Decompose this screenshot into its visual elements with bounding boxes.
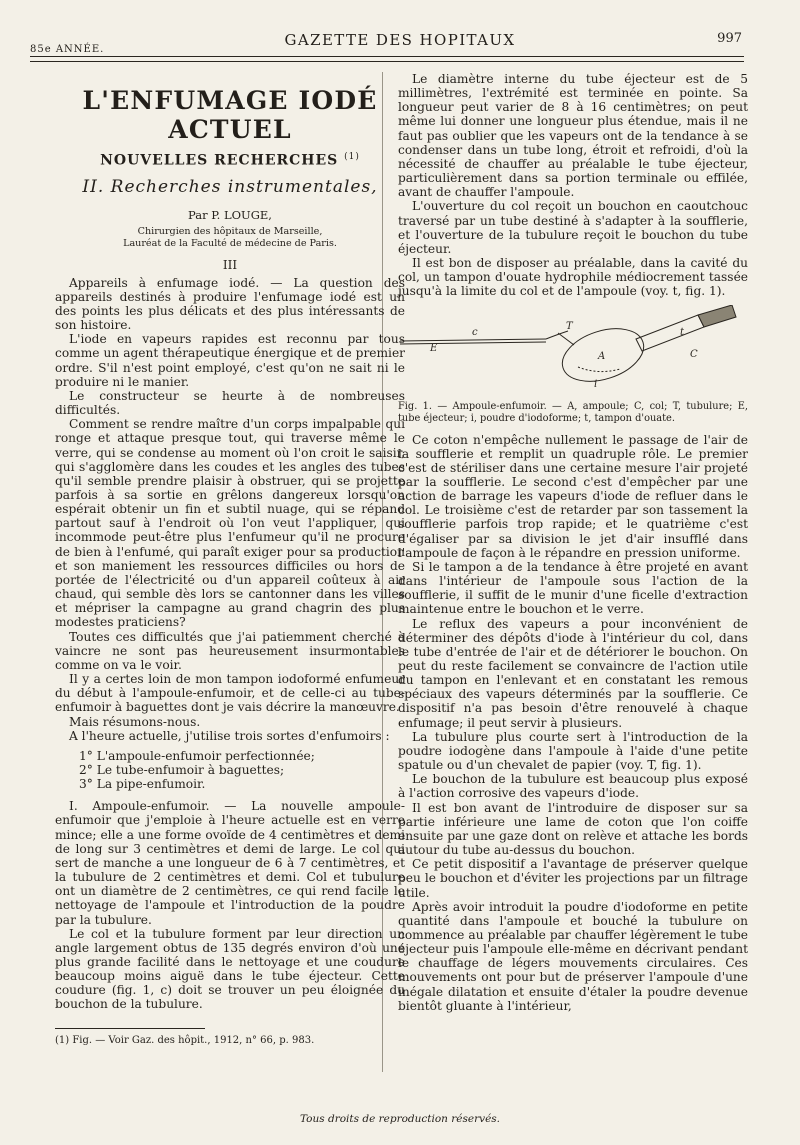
fig-label-C: C: [690, 348, 698, 360]
page-header: [0, 0, 800, 66]
article-title: L'ENFUMAGE IODÉ ACTUEL: [82, 86, 378, 144]
affiliation-line-2: Lauréat de la Faculté de médecine de Paris.: [123, 237, 337, 249]
iodoform-powder: [578, 367, 620, 372]
paragraph: La tubulure plus courte sert à l'introduction de la poudre iodogène dans l'ampoule à l'aide d'une petite spatule ou d'un chevalet de papier (voy. T, fig. 1).: [398, 729, 748, 773]
author-name: Par P. LOUGE,: [188, 207, 272, 222]
paragraph: Mais résumons-nous.: [69, 714, 201, 729]
ejector-tube-line-top: [400, 339, 546, 341]
paragraph: Comment se rendre maître d'un corps impalpable qui ronge et attaque presque tout, qui traverse même le verre, qui se condense au moment où l'on croit le saisir, qui s'agglomère dans les coudes et les angles des tubes qu'il semble prendre plaisir à obstruer, qui se projette parfois à sa sortie en grêlons dangereux lorsqu'on espérait obtenir un fin et subtil nuage, qui se répand partout sauf à l'endroit où l'on veut l'appliquer, qui incommode peut-être plus l'enfumeur qu'il ne procure de bien à l'enfumé, qui paraît exiger pour sa production et son maniement les ressources difficiles ou hors de portée de l'électricité ou d'un appareil coûteux à air chaud, qui semble dès lors se cantonner dans les villes et mépriser la campagne au grand chagrin des plus modestes praticiens?: [55, 417, 405, 630]
fig-label-E: E: [430, 342, 438, 354]
subtitle-text: NOUVELLES RECHERCHES: [100, 152, 339, 169]
fig-label-t: t: [680, 326, 685, 338]
paragraph: Il est bon avant de l'introduire de disposer sur sa partie inférieure une lame de coton que l'on coiffe ensuite par une gaze dont on relève et attache les bords autour du tube au-dessus du bouchon.: [398, 800, 748, 858]
section-heading: II. Recherches instrumentales,: [82, 176, 378, 197]
paragraph: Le reflux des vapeurs a pour inconvénient de déterminer des dépôts d'iode à l'intérieur du col, dans le tube d'entrée de l'air et de détériorer le bouchon. On peut du reste facilement se convaincre de l'action utile du tampon en l'enlevant et en constatant les remous spéciaux des vapeurs déterminés par la soufflerie. Ce dispositif n'a pas besoin d'être renouvelé à chaque enfumage; il peut servir à plusieurs.: [398, 616, 748, 730]
tubulure: [558, 333, 574, 345]
right-column: [398, 72, 748, 1013]
fig-label-i: i: [594, 378, 598, 390]
paragraph: Ce coton n'empêche nullement le passage de l'air de la soufflerie et remplit un quadruple rôle. Le premier c'est de stériliser dans une certaine mesure l'air projeté par la soufflerie. Le second c'est d'empêcher par une action de barrage les vapeurs d'iode de refluer dans le col. Le troisième c'est de retarder par son tassement la soufflerie parfois trop rapide; et le quatrième c'est d'égaliser par sa division le jet d'air insufflé dans l'ampoule de façon à le répandre en pression uniforme.: [398, 432, 748, 560]
paragraph: Le constructeur se heurte à de nombreuses difficultés.: [55, 388, 405, 418]
list-item: 2° Le tube-enfumoir à baguettes;: [79, 762, 285, 777]
article-subtitle: [55, 152, 405, 169]
fig-label-T: T: [566, 320, 573, 332]
ampoule-illustration: [398, 305, 748, 397]
paragraph: Il est bon de disposer au préalable, dans la cavité du col, un tampon d'ouate hydrophile médiocrement tassée jusqu'à la limite du col et de l'ampoule (voy. t, fig. 1).: [398, 256, 748, 299]
figure-ampoule-enfumoir: [398, 305, 748, 397]
neck-stopper: [698, 305, 736, 327]
author-affiliation: [55, 226, 405, 250]
paragraph: I. Ampoule-enfumoir. — La nouvelle ampoule-enfumoir que j'emploie à l'heure actuelle est en verre mince; elle a une forme ovoïde de 4 centimètres et demi de long sur 3 centimètres et demi de large. Le col qui sert de manche a une longueur de 6 à 7 centimètres, et la tubulure de 2 centimètres et demi. Col et tubulure ont un diamètre de 2 centimètres, ce qui rend facile le nettoyage de l'ampoule et l'introduction de la poudre par la tubulure.: [55, 799, 405, 927]
paragraph: A l'heure actuelle, j'utilise trois sortes d'enfumoirs :: [69, 728, 390, 743]
paragraph: Ce petit dispositif a l'avantage de préserver quelque peu le bouchon et d'éviter les projections par un filtrage utile.: [398, 857, 748, 900]
paragraph: Appareils à enfumage iodé. — La question des appareils destinés à produire l'enfumage iodé est un des points les plus délicats et des plus intéressants de son histoire.: [55, 275, 405, 333]
paragraph: Il y a certes loin de mon tampon iodoformé enfumeur du début à l'ampoule-enfumoir, et de celle-ci au tube-enfumoir à baguettes dont je vais décrire la manœuvre.: [55, 672, 405, 715]
figure-caption: Fig. 1. — Ampoule-enfumoir. — A, ampoule; C, col; T, tubulure; E, tube éjecteur; i, poudre d'iodoforme; t, tampon d'ouate.: [398, 400, 748, 424]
paragraph: Le col et la tubulure forment par leur direction un angle largement obtus de 135 degrés environ d'où une plus grande facilité dans le nettoyage et une coudure beaucoup moins aiguë dans le tube éjecteur. Cette coudure (fig. 1, c) doit se trouver un peu éloignée du bouchon de la tubulure.: [55, 926, 405, 1012]
ejector-tube-line-bottom: [400, 342, 546, 344]
paragraph: Le bouchon de la tubulure est beaucoup plus exposé à l'action corrosive des vapeurs d'iode.: [398, 772, 748, 801]
fig-label-A: A: [598, 350, 606, 362]
paragraph: L'ouverture du col reçoit un bouchon en caoutchouc traversé par un tube destiné à s'adapter à la soufflerie, et l'ouverture de la tubulure reçoit le bouchon du tube éjecteur.: [398, 199, 748, 256]
paragraph: Le diamètre interne du tube éjecteur est de 5 millimètres, l'extrémité est terminée en pointe. Sa longueur peut varier de 8 à 16 centimètres; on peut même lui donner une longueur plus étendue, mais il ne faut pas oublier que les vapeurs ont de la tendance à se condenser dans un tube long, étroit et refroidi, d'où la nécessité de chauffer au préalable le tube éjecteur, particulièrement dans sa portion terminale ou effilée, avant de chauffer l'ampoule.: [398, 72, 748, 200]
list-item: 3° La pipe-enfumoir.: [79, 777, 206, 792]
page-number: 997: [717, 31, 742, 46]
left-column: [55, 72, 405, 1047]
paragraph: Si le tampon a de la tendance à être projeté en avant dans l'intérieur de l'ampoule sous l'action de la soufflerie, il suffit de le munir d'une ficelle d'extraction maintenue entre le bouchon et le verre.: [398, 559, 748, 617]
paragraph: L'iode en vapeurs rapides est reconnu par tous comme un agent thérapeutique énergique et de premier ordre. S'il n'est point employé, c'est qu'on ne sait ni le produire ni le manier.: [55, 332, 405, 389]
footnote-ref: (1): [344, 152, 360, 162]
header-rule: [30, 56, 744, 57]
footnote: (1) Fig. — Voir Gaz. des hôpit., 1912, n° 66, p. 983.: [55, 1034, 315, 1046]
part-number: III: [222, 257, 238, 272]
list-item: 1° L'ampoule-enfumoir perfectionnée;: [79, 748, 315, 763]
paragraph: Après avoir introduit la poudre d'iodoforme en petite quantité dans l'ampoule et bouché la tubulure on commence au préalable par chauffer légèrement le tube éjecteur puis l'ampoule elle-même en décrivant pendant le chauffage de légers mouvements circulaires. Ces mouvements ont pour but de préserver l'ampoule d'une inégale dilatation et ensuite d'étaler la poudre devenue bientôt gluante à l'intérieur,: [398, 899, 748, 1013]
header-rule-thin: [30, 61, 744, 62]
affiliation-line-1: Chirurgien des hôpitaux de Marseille,: [137, 225, 323, 237]
enfumoir-list: [55, 749, 405, 791]
volume-year: 85e ANNÉE.: [30, 44, 105, 55]
journal-title: GAZETTE DES HOPITAUX: [284, 31, 516, 49]
rights-notice: Tous droits de reproduction réservés.: [299, 1113, 501, 1125]
footnote-rule: [55, 1028, 205, 1029]
paragraph: Toutes ces difficultés que j'ai patiemment cherché à vaincre ne sont pas heureusement insurmontables comme on va le voir.: [55, 629, 405, 672]
ampoule-neck: [636, 315, 704, 351]
fig-label-c: c: [472, 326, 478, 338]
